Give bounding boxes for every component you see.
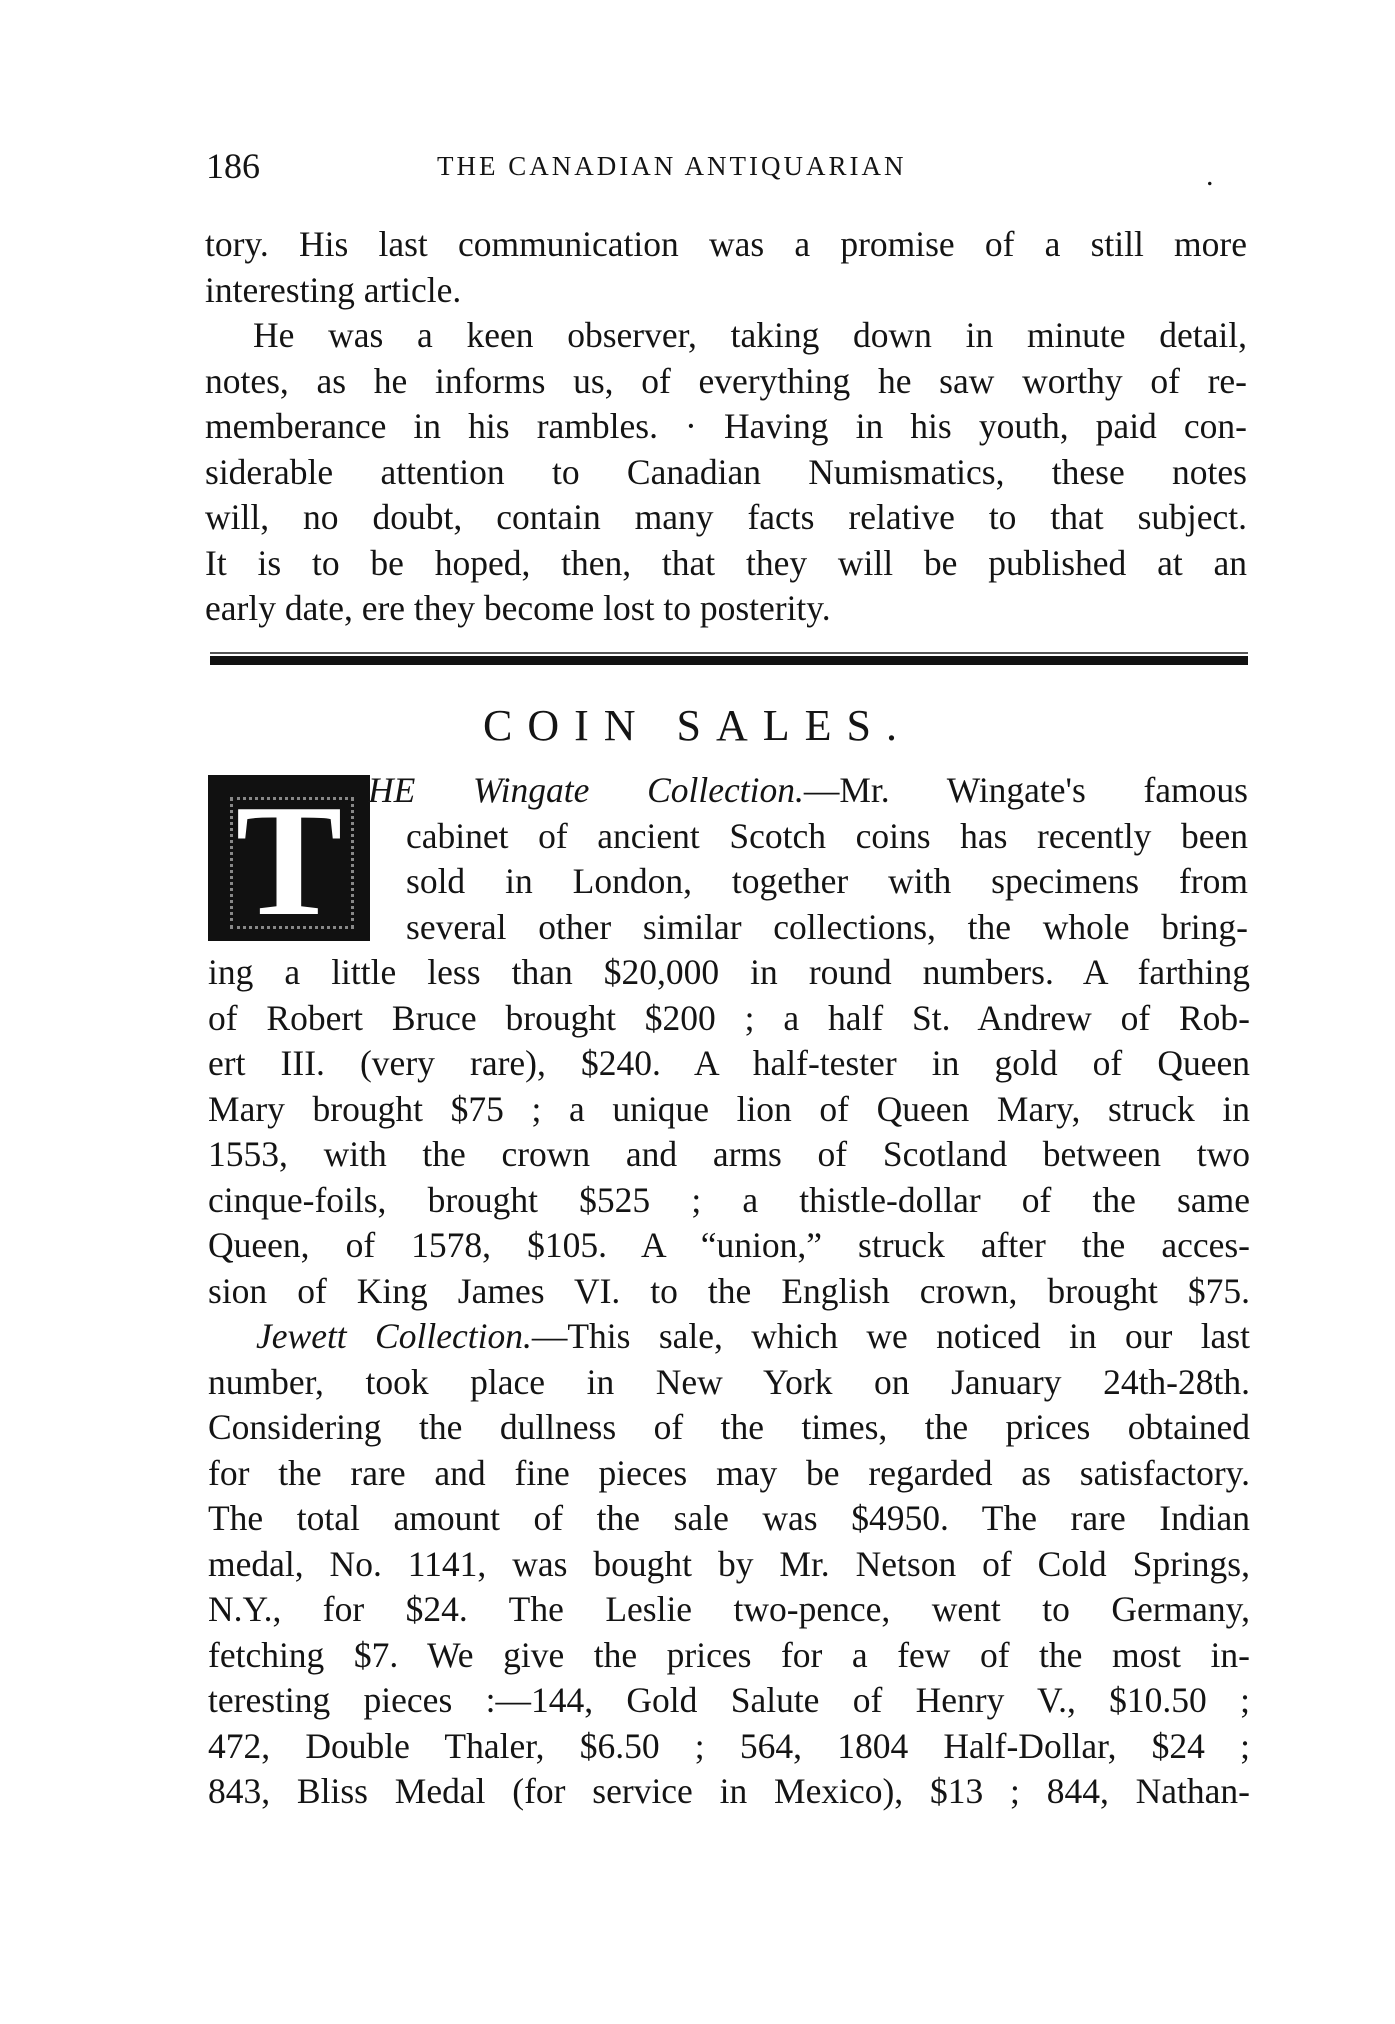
- text-line: interesting article.: [205, 269, 462, 310]
- text-line: tory. His last communication was a promise of a still more: [205, 224, 1247, 264]
- text-line: 843, Bliss Medal (for service in Mexico), $13 ; 844, Nathan-: [208, 1771, 1250, 1811]
- text-line: cinque-foils, brought $525 ; a thistle-dollar of the same: [208, 1179, 1250, 1220]
- obituary-text: [205, 222, 1247, 632]
- text-line: Considering the dullness of the times, the prices obtained: [208, 1407, 1250, 1447]
- running-header: [206, 145, 1236, 195]
- text-line: ert III. (very rare), $240. A half-tester in gold of Queen: [208, 1043, 1250, 1083]
- text-line: sold in London, together with specimens from: [406, 861, 1248, 901]
- coin-sales-text: [208, 950, 1250, 1815]
- text-line: notes, as he informs us, of everything he saw worthy of re-: [205, 360, 1247, 401]
- text-line: number, took place in New York on January 24th-28th.: [208, 1361, 1250, 1402]
- wingate-first-line: —Mr. Wingate's famous: [803, 770, 1248, 810]
- text-line: He was a keen observer, taking down in minute detail,: [253, 315, 1247, 355]
- dropcap-letter: T: [222, 789, 356, 931]
- section-divider: [210, 656, 1248, 665]
- text-line: medal, No. 1141, was bought by Mr. Netson of Cold Springs,: [208, 1543, 1250, 1584]
- header-mark: .: [1206, 159, 1214, 192]
- wingate-title: HE Wingate Collection.: [368, 770, 804, 810]
- jewett-first-line: —This sale, which we noticed in our last: [531, 1316, 1250, 1356]
- text-line: Queen, of 1578, $105. A “union,” struck after the acces-: [208, 1225, 1250, 1265]
- text-line: fetching $7. We give the prices for a few of the most in-: [208, 1634, 1250, 1675]
- text-line: The total amount of the sale was $4950. The rare Indian: [208, 1498, 1250, 1538]
- text-line: [368, 768, 1248, 814]
- text-line: It is to be hoped, then, that they will be published at an: [205, 542, 1247, 583]
- jewett-title: Jewett Collection.: [256, 1316, 532, 1356]
- text-line: [208, 1314, 1250, 1360]
- text-line: cabinet of ancient Scotch coins has recently been: [406, 815, 1248, 856]
- text-line: sion of King James VI. to the English crown, brought $75.: [208, 1270, 1250, 1311]
- text-line: for the rare and fine pieces may be regarded as satisfactory.: [208, 1452, 1250, 1493]
- text-line: of Robert Bruce brought $200 ; a half St. Andrew of Rob-: [208, 997, 1250, 1038]
- text-line: ing a little less than $20,000 in round numbers. A farthing: [208, 952, 1250, 992]
- running-title: THE CANADIAN ANTIQUARIAN: [437, 151, 907, 181]
- wingate-opening: [368, 768, 1248, 950]
- decorated-initial: [208, 771, 370, 949]
- page-number: 186: [206, 146, 260, 186]
- section-heading: COIN SALES.: [482, 701, 913, 750]
- text-line: several other similar collections, the whole bring-: [406, 906, 1248, 947]
- text-line: 1553, with the crown and arms of Scotland between two: [208, 1134, 1250, 1174]
- text-line: 472, Double Thaler, $6.50 ; 564, 1804 Half-Dollar, $24 ;: [208, 1725, 1250, 1766]
- text-line: teresting pieces :—144, Gold Salute of Henry V., $10.50 ;: [208, 1680, 1250, 1720]
- text-line: will, no doubt, contain many facts relative to that subject.: [205, 497, 1247, 537]
- text-line: early date, ere they become lost to posterity.: [205, 588, 831, 628]
- text-line: memberance in his rambles. · Having in his youth, paid con-: [205, 406, 1247, 446]
- text-line: Mary brought $75 ; a unique lion of Queen Mary, struck in: [208, 1088, 1250, 1129]
- text-line: siderable attention to Canadian Numismatics, these notes: [205, 451, 1247, 492]
- text-line: N.Y., for $24. The Leslie two-pence, went to Germany,: [208, 1589, 1250, 1629]
